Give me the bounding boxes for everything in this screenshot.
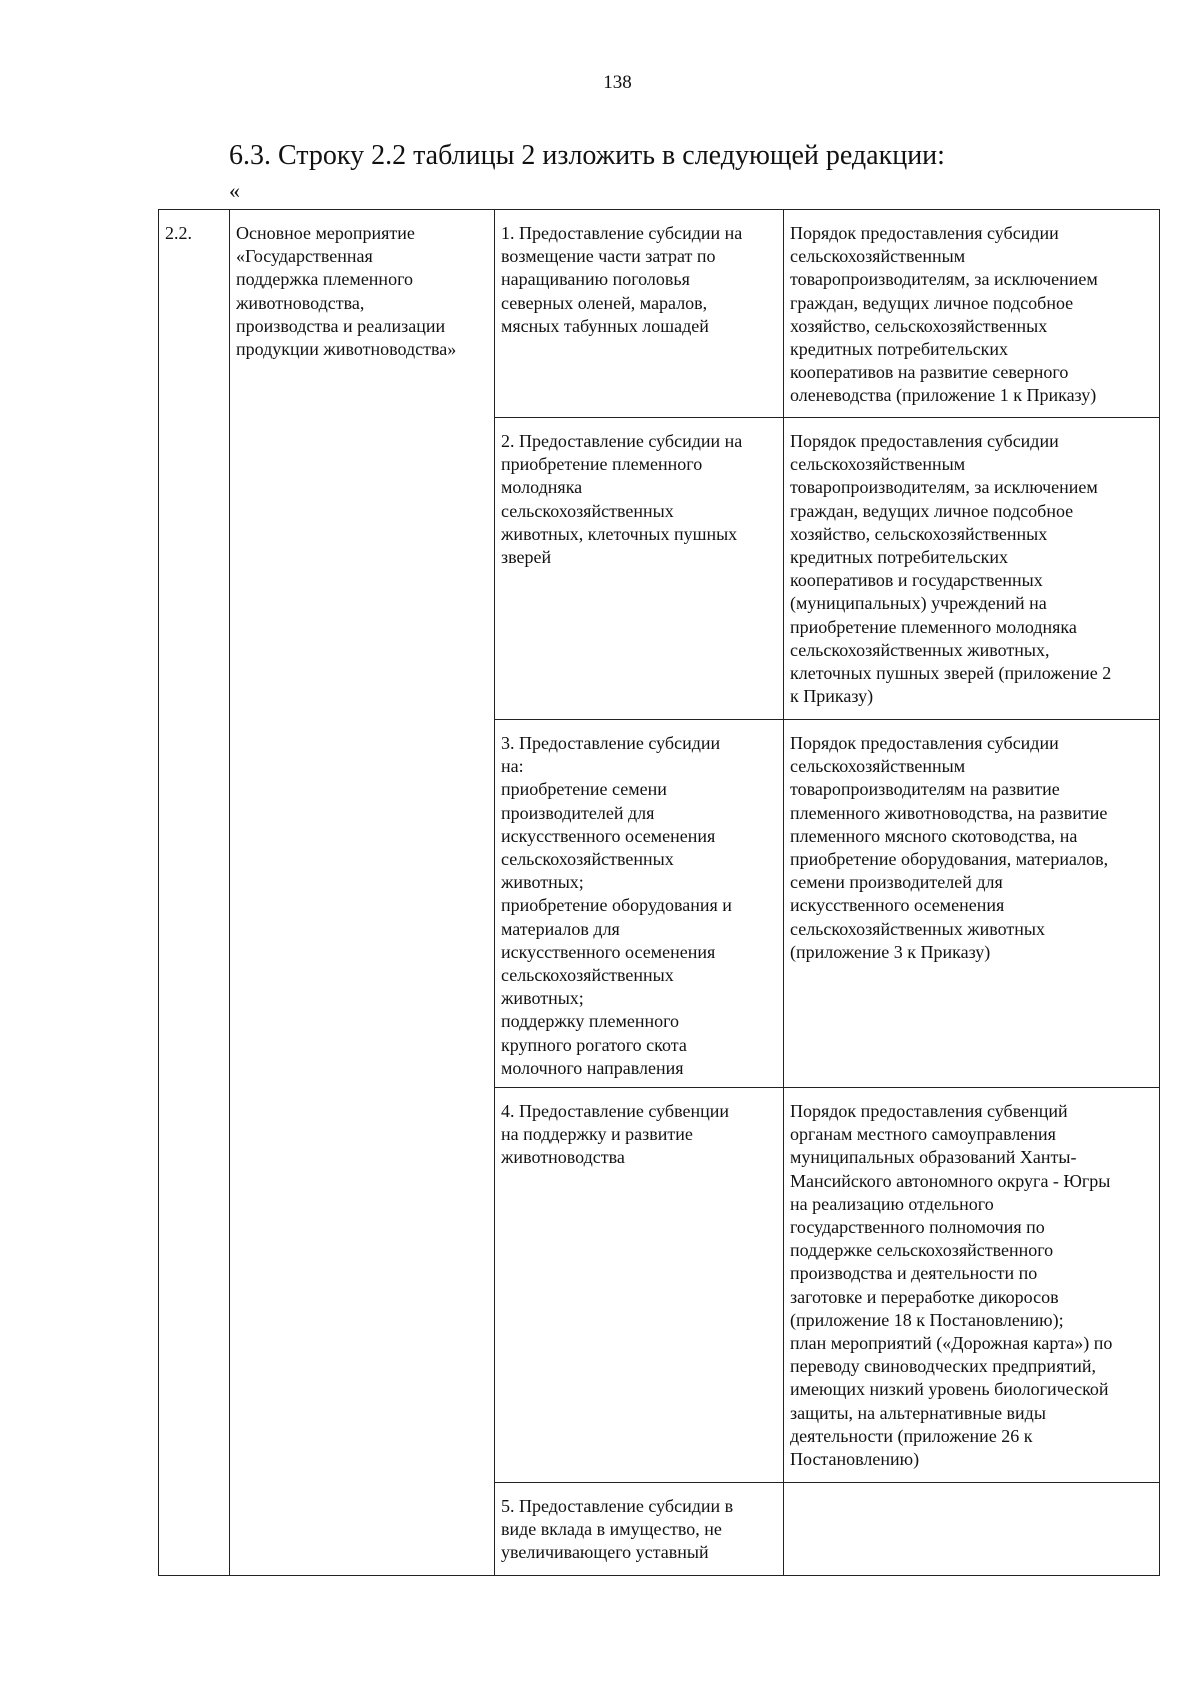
row-number: 2.2. — [165, 223, 192, 243]
measure-text: 4. Предоставление субвенции на поддержку и развитие животноводства — [501, 1101, 729, 1168]
program-table — [158, 209, 1160, 1576]
opening-quote: « — [229, 178, 240, 203]
measure-cell — [495, 418, 784, 720]
order-cell — [784, 720, 1160, 1088]
measure-text: 1. Предоставление субсидии на возмещение части затрат по наращиванию поголовья северных оленей, маралов, мясных табунных лошадей — [501, 223, 743, 336]
measure-cell — [495, 1483, 784, 1576]
order-cell — [784, 210, 1160, 418]
page-number: 138 — [603, 72, 632, 93]
order-cell — [784, 1088, 1160, 1483]
order-cell — [784, 1483, 1160, 1576]
measure-text: 5. Предоставление субсидии в виде вклада в имущество, не увеличивающего уставный — [501, 1496, 734, 1563]
order-text: Порядок предоставления субсидии сельскохозяйственным товаропроизводителям, за исключением граждан, ведущих личное подсобное хозяйство, сельскохозяйственных кредитных потребительских кооперативов на развитие северного оленеводства (приложение 1 к Приказу) — [790, 223, 1098, 406]
main-event-cell — [230, 210, 495, 1576]
measure-cell — [495, 1088, 784, 1483]
measure-cell — [495, 210, 784, 418]
table-row — [159, 210, 1160, 418]
order-text: Порядок предоставления субсидии сельскохозяйственным товаропроизводителям на развитие племенного животноводства, на развитие племенного мясного скотоводства, на приобретение оборудования, материалов, семени производителей для искусственного осеменения сельскохозяйственных животных (приложение 3 к Приказу) — [790, 733, 1109, 962]
section-heading: 6.3. Строку 2.2 таблицы 2 изложить в следующей редакции: — [229, 140, 945, 171]
row-number-cell — [159, 210, 230, 1576]
measure-text: 3. Предоставление субсидии на: приобретение семени производителей для искусственного осеменения сельскохозяйственных животных; приобретение оборудования и материалов для искусственного осеменения сельскохозяйственных животных; поддержку племенного крупного рогатого скота молочного направления — [501, 733, 732, 1078]
main-event-text: Основное мероприятие «Государственная поддержка племенного животноводства, производства и реализации продукции животноводства» — [236, 223, 457, 360]
order-cell — [784, 418, 1160, 720]
measure-text: 2. Предоставление субсидии на приобретение племенного молодняка сельскохозяйственных животных, клеточных пушных зверей — [501, 431, 743, 568]
measure-cell — [495, 720, 784, 1088]
order-text: Порядок предоставления субвенций органам местного самоуправления муниципальных образований Ханты- Мансийского автономного округа - Югры на реализацию отдельного государственного полномочия по поддержке сельскохозяйственного производства и деятельности по заготовке и переработке дикоросов (приложение 18 к Постановлению); план мероприятий («Дорожная карта») по переводу свиноводческих предприятий, имеющих низкий уровень биологической защиты, на альтернативные виды деятельности (приложение 26 к Постановлению) — [790, 1101, 1113, 1470]
order-text: Порядок предоставления субсидии сельскохозяйственным товаропроизводителям, за исключением граждан, ведущих личное подсобное хозяйство, сельскохозяйственных кредитных потребительских кооперативов и государственных (муниципальных) учреждений на приобретение племенного молодняка сельскохозяйственных животных, клеточных пушных зверей (приложение 2 к Приказу) — [790, 431, 1112, 707]
